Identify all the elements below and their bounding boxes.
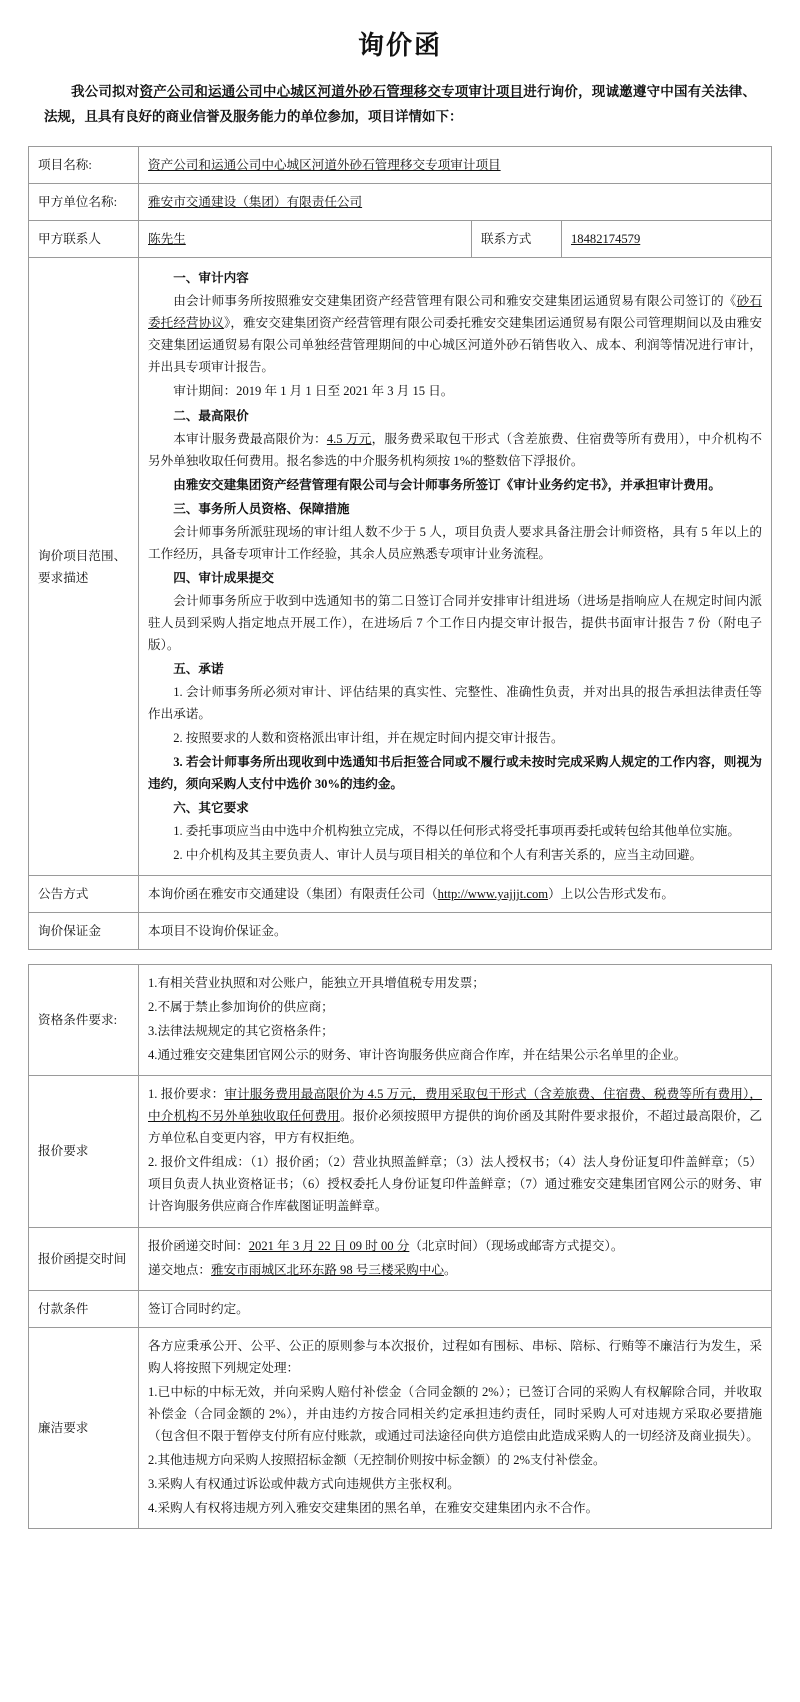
quote-para-1: 1. 报价要求：审计服务费用最高限价为 4.5 万元，费用采取包干形式（含差旅费、住宿费、税费等所有费用），中介机构不另外单独收取任何费用。报价必须按照甲方提供的询价函及其附件要求报价，不超过最高限价，乙方单位私自变更内容，甲方有权拒绝。: [148, 1087, 763, 1146]
qualification-item: 2.不属于禁止参加询价的供应商；: [148, 1000, 334, 1015]
project-name-value: 资产公司和运通公司中心城区河道外砂石管理移交专项审计项目: [139, 147, 772, 184]
intro-paragraph: [44, 80, 756, 130]
table-row: [29, 1227, 772, 1290]
quote-content: [139, 1076, 772, 1227]
section-3-para-1: 会计师事务所派驻现场的审计组人数不少于 5 人，项目负责人要求具备注册会计师资格，具有 5 年以上的工作经历，具备专项审计工作经验，其余人员应熟悉专项审计业务流程。: [148, 524, 762, 561]
qualification-label: 资格条件要求:: [29, 965, 139, 1076]
phone-value: 18482174579: [562, 221, 772, 258]
table-row: [29, 184, 772, 221]
section-4-title: 四、审计成果提交: [173, 570, 274, 585]
scope-content: [139, 258, 772, 876]
payment-value: 签订合同时约定。: [139, 1290, 772, 1327]
integrity-para-3: 3.采购人有权通过诉讼或仲裁方式向违规供方主张权利。: [148, 1476, 460, 1491]
party-a-value: 雅安市交通建设（集团）有限责任公司: [139, 184, 772, 221]
announce-value: 本询价函在雅安市交通建设（集团）有限责任公司（http://www.yajjjt.com）上以公告形式发布。: [139, 876, 772, 913]
section-6-title: 六、其它要求: [173, 801, 249, 816]
payment-label: 付款条件: [29, 1290, 139, 1327]
submit-time-para: 报价函递交时间：2021 年 3 月 22 日 09 时 00 分（北京时间）（现场或邮寄方式提交）。: [148, 1238, 624, 1253]
section-5-para-1: 1. 会计师事务所必须对审计、评估结果的真实性、完整性、准确性负责，并对出具的报告承担法律责任等作出承诺。: [148, 684, 762, 721]
integrity-para-0: 各方应秉承公开、公平、公正的原则参与本次报价，过程如有围标、串标、陪标、行贿等不廉洁行为发生，采购人将按照下列规定处理：: [148, 1338, 762, 1375]
main-info-table: [28, 146, 772, 950]
party-a-label: 甲方单位名称:: [29, 184, 139, 221]
section-2-title: 二、最高限价: [173, 408, 249, 423]
table-row: [29, 221, 772, 258]
section-5-para-2: 2. 按照要求的人数和资格派出审计组，并在规定时间内提交审计报告。: [173, 730, 564, 745]
section-4-para-1: 会计师事务所应于收到中选通知书的第二日签订合同并安排审计组进场（进场是指响应人在规定时间内派驻人员到采购人指定地点开展工作），在进场后 7 个工作日内提交审计报告，提供书面审计报告 7 份（附电子版）。: [148, 593, 762, 652]
intro-project-name: 资产公司和运通公司中心城区河道外砂石管理移交专项审计项目: [139, 84, 524, 100]
qualification-content: [139, 965, 772, 1076]
table-row: [29, 1290, 772, 1327]
table-row: [29, 1076, 772, 1227]
integrity-para-2: 2.其他违规方向采购人按照招标金额（无控制价则按中标金额）的 2%支付补偿金。: [148, 1452, 606, 1467]
qualification-item: 4.通过雅安交建集团官网公示的财务、审计咨询服务供应商合作库，并在结果公示名单里的企业。: [148, 1048, 687, 1063]
table-row: [29, 913, 772, 950]
table-row: [29, 258, 772, 876]
integrity-label: 廉洁要求: [29, 1327, 139, 1528]
section-2-para-1: 本审计服务费最高限价为：4.5 万元，服务费采取包干形式（含差旅费、住宿费等所有费用），中介机构不另外单独收取任何费用。报名参选的中介服务机构须按 1%的整数倍下浮报价。: [148, 431, 763, 468]
scope-label: 询价项目范围、要求描述: [29, 258, 139, 876]
submit-time-label: 报价函提交时间: [29, 1227, 139, 1290]
table-row: [29, 965, 772, 1076]
section-1-title: 一、审计内容: [173, 271, 249, 286]
section-2-para-2: 由雅安交建集团资产经营管理有限公司与会计师事务所签订《审计业务约定书》，并承担审计费用。: [173, 477, 722, 492]
integrity-content: [139, 1327, 772, 1528]
submit-time-content: [139, 1227, 772, 1290]
deposit-value: 本项目不设询价保证金。: [139, 913, 772, 950]
contact-value: 陈先生: [139, 221, 472, 258]
qualification-item: 3.法律法规规定的其它资格条件；: [148, 1024, 334, 1039]
table-row: [29, 876, 772, 913]
announce-label: 公告方式: [29, 876, 139, 913]
quote-para-2: 2. 报价文件组成：（1）报价函；（2）营业执照盖鲜章；（3）法人授权书；（4）法人身份证复印件盖鲜章；（5）项目负责人执业资格证书；（6）授权委托人身份证复印件盖鲜章；（7）通过雅安交建集团官网公示的财务、审计咨询服务供应商合作库截图证明盖鲜章。: [148, 1155, 762, 1214]
project-name-label: 项目名称:: [29, 147, 139, 184]
integrity-para-1: 1.已中标的中标无效，并向采购人赔付补偿金（合同金额的 2%）；已签订合同的采购人有权解除合同，并收取补偿金（合同金额的 2%），并由违约方按合同相关约定承担违约责任，同时采购人可对违规方采取必要措施（包含但不限于暂停支付所有应付账款，或通过司法途径向供方追偿由此造成采购人的一切经济及商业损失）。: [148, 1384, 762, 1443]
phone-label: 联系方式: [472, 221, 562, 258]
submit-location-para: 递交地点：雅安市雨城区北环东路 98 号三楼采购中心。: [148, 1262, 457, 1277]
intro-prefix: 我公司拟对: [71, 84, 140, 100]
requirements-table: [28, 964, 772, 1529]
section-6-para-1: 1. 委托事项应当由中选中介机构独立完成，不得以任何形式将受托事项再委托或转包给其他单位实施。: [173, 824, 740, 839]
section-5-para-3: 3. 若会计师事务所出现收到中选通知书后拒签合同或不履行或未按时完成采购人规定的工作内容，则视为违约，须向采购人支付中选价 30%的违约金。: [148, 754, 762, 792]
section-1-para-1: 由会计师事务所按照雅安交建集团资产经营管理有限公司和雅安交建集团运通贸易有限公司签订的《砂石委托经营协议》，雅安交建集团资产经营管理有限公司委托雅安交建集团运通贸易有限公司管理期间以及由雅安交建集团运通贸易有限公司单独经营管理期间的中心城区河道外砂石销售收入、成本、利润等情况进行审计，并出具专项审计报告。: [148, 294, 763, 375]
contact-label: 甲方联系人: [29, 221, 139, 258]
section-5-title: 五、承诺: [173, 661, 224, 676]
qualification-item: 1.有相关营业执照和对公账户，能独立开具增值税专用发票；: [148, 976, 485, 991]
quote-label: 报价要求: [29, 1076, 139, 1227]
section-6-para-2: 2. 中介机构及其主要负责人、审计人员与项目相关的单位和个人有利害关系的，应当主动回避。: [173, 848, 703, 863]
table-row: [29, 1327, 772, 1528]
table-row: [29, 147, 772, 184]
announce-url[interactable]: http://www.yajjjt.com: [437, 887, 549, 902]
integrity-para-4: 4.采购人有权将违规方列入雅安交建集团的黑名单，在雅安交建集团内永不合作。: [148, 1500, 599, 1515]
section-3-title: 三、事务所人员资格、保障措施: [173, 501, 350, 516]
section-1-para-2: 审计期间：2019 年 1 月 1 日至 2021 年 3 月 15 日。: [173, 384, 454, 399]
deposit-label: 询价保证金: [29, 913, 139, 950]
page-title: 询价函: [357, 31, 442, 60]
intro-suffix: 进行询价，现诚邀遵守中国有关法律、法规，且具有良好的商业信誉及服务能力的单位参加，项目详情如下：: [44, 84, 757, 125]
